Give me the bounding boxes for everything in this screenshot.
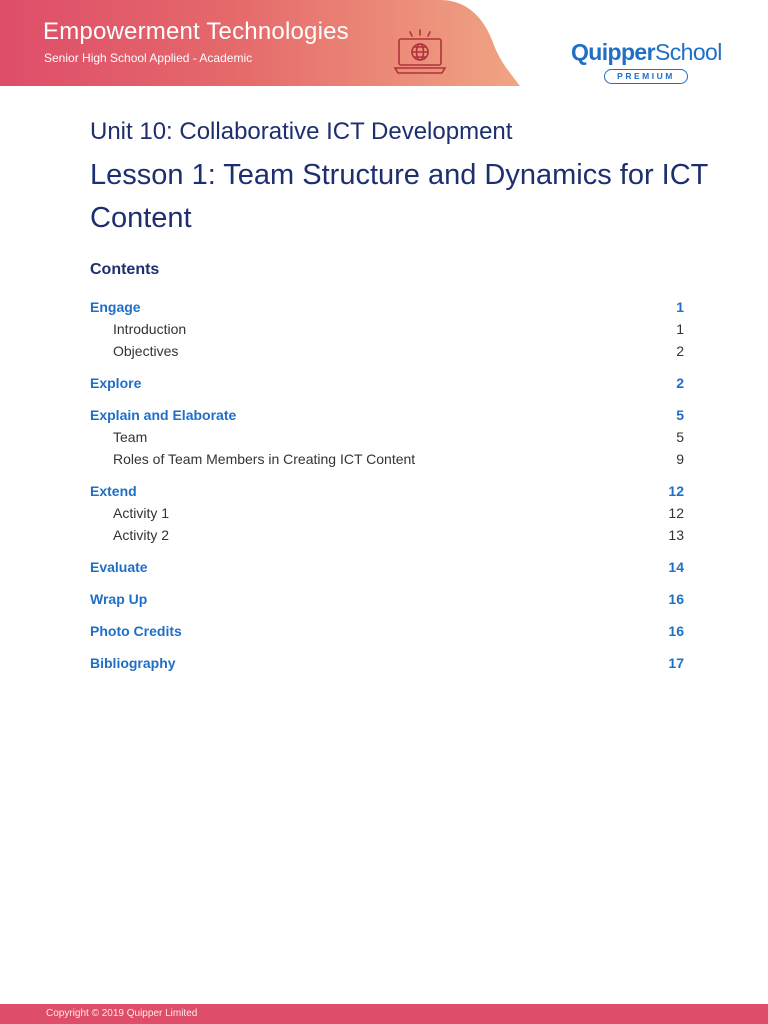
toc-entry-wrap-up[interactable]	[90, 588, 684, 610]
laptop-globe-icon	[392, 28, 448, 76]
toc-entry-page: 12	[668, 505, 684, 521]
toc-entry-page: 12	[668, 483, 684, 499]
toc-entry-photo-credits[interactable]	[90, 620, 684, 642]
toc-entry-label: Wrap Up	[90, 591, 148, 607]
contents-heading: Contents	[90, 261, 160, 278]
toc-entry-label: Activity 1	[113, 505, 170, 521]
toc-entry-team[interactable]	[90, 426, 684, 448]
toc-entry-page: 17	[668, 655, 684, 671]
toc-entry-activity-2[interactable]	[90, 524, 684, 546]
toc-entry-page: 5	[676, 407, 684, 423]
toc-entry-label: Objectives	[113, 343, 179, 359]
toc-entry-label: Introduction	[113, 321, 187, 337]
toc-entry-page: 1	[676, 299, 684, 315]
unit-title: Unit 10: Collaborative ICT Development	[90, 118, 513, 145]
copyright-text: Copyright © 2019 Quipper Limited	[46, 1008, 198, 1019]
premium-badge: PREMIUM	[604, 69, 688, 84]
toc-entry-page: 16	[668, 591, 684, 607]
toc-entry-page: 2	[676, 343, 684, 359]
lesson-title: Lesson 1: Team Structure and Dynamics for ICT Content	[90, 159, 708, 234]
toc-entry-roles[interactable]	[90, 448, 684, 470]
toc-entry-activity-1[interactable]	[90, 502, 684, 524]
toc-entry-label: Evaluate	[90, 559, 148, 575]
toc-entry-page: 13	[668, 527, 684, 543]
toc-entry-label: Extend	[90, 483, 137, 499]
toc-entry-extend[interactable]	[90, 480, 684, 502]
toc-entry-label: Roles of Team Members in Creating ICT Content	[113, 451, 416, 467]
toc-entry-page: 16	[668, 623, 684, 639]
toc-entry-page: 9	[676, 451, 684, 467]
footer-bar	[0, 1004, 768, 1024]
toc-entry-explain-and-elaborate[interactable]	[90, 404, 684, 426]
course-subtitle: Senior High School Applied - Academic	[44, 51, 253, 65]
toc-entry-engage[interactable]	[90, 296, 684, 318]
logo-wordmark: QuipperSchool	[571, 39, 722, 65]
table-of-contents	[90, 296, 684, 674]
toc-entry-label: Photo Credits	[90, 623, 182, 639]
toc-entry-page: 14	[668, 559, 684, 575]
toc-entry-label: Team	[113, 429, 148, 445]
toc-entry-label: Engage	[90, 299, 141, 315]
toc-entry-introduction[interactable]	[90, 318, 684, 340]
toc-entry-page: 1	[676, 321, 684, 337]
toc-entry-page: 2	[676, 375, 684, 391]
toc-entry-label: Explore	[90, 375, 142, 391]
toc-entry-objectives[interactable]	[90, 340, 684, 362]
toc-entry-label: Explain and Elaborate	[90, 407, 237, 423]
toc-entry-evaluate[interactable]	[90, 556, 684, 578]
toc-entry-label: Activity 2	[113, 527, 170, 543]
toc-entry-explore[interactable]	[90, 372, 684, 394]
course-title: Empowerment Technologies	[43, 18, 349, 45]
toc-entry-bibliography[interactable]	[90, 652, 684, 674]
toc-entry-label: Bibliography	[90, 655, 176, 671]
toc-entry-page: 5	[676, 429, 684, 445]
quipper-school-logo	[571, 38, 723, 84]
